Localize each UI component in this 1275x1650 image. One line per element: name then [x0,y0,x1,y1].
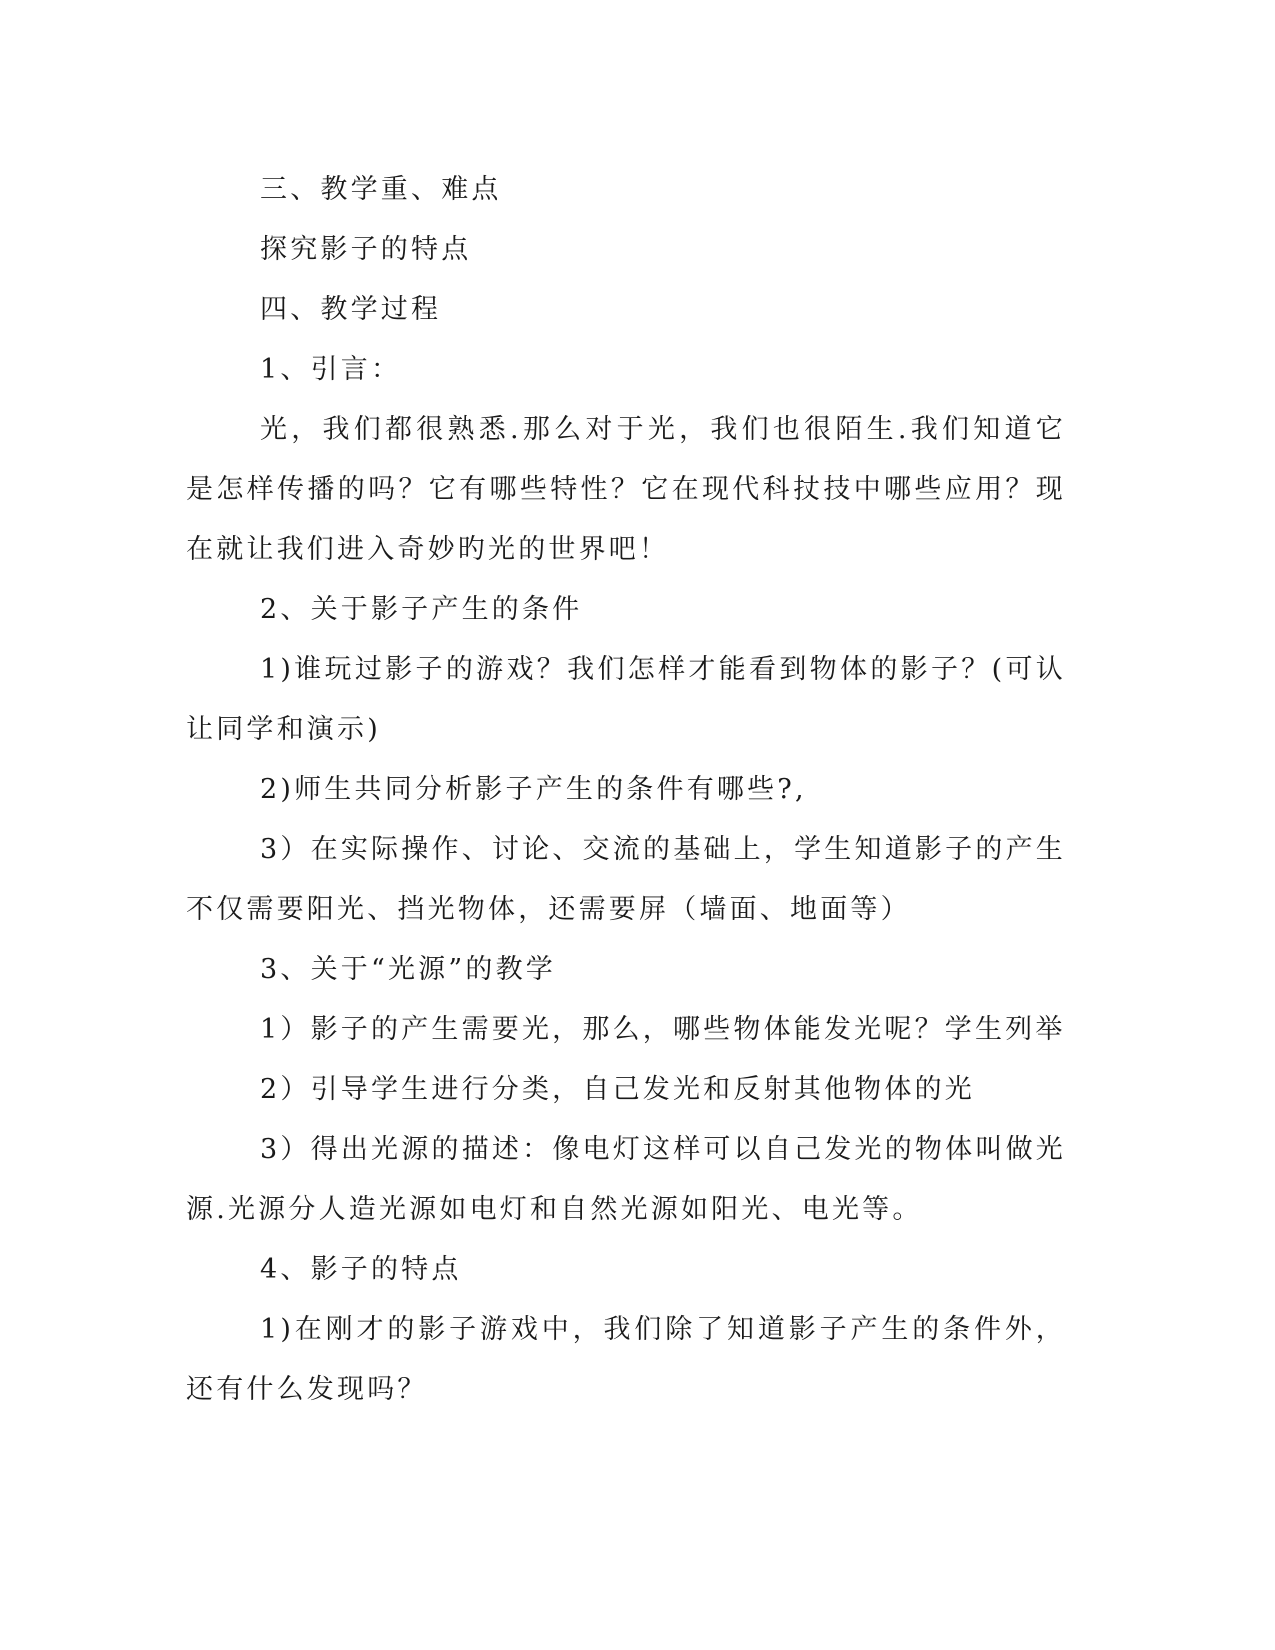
document-body [186,160,1066,1420]
subheading-shadow-conditions: 2、关于影子产生的条件 [260,594,583,625]
paragraph-classification: 2）引导学生进行分类，自己发光和反射其他物体的光 [260,1074,975,1105]
paragraph-shadow-discovery: 1)在刚才的影子游戏中，我们除了知道影子产生的条件外，还有什么发现吗？ [186,1314,1066,1405]
paragraph-light-source-definition: 3）得出光源的描述：像电灯这样可以自己发光的物体叫做光源.光源分人造光源如电灯和自然光源如阳光、电光等。 [186,1134,1066,1225]
subheading-introduction: 1、引言： [260,354,402,385]
paragraph-analyze-conditions: 2)师生共同分析影子产生的条件有哪些?, [260,774,807,805]
paragraph-shadow-game: 1)谁玩过影子的游戏？我们怎样才能看到物体的影子？(可认让同学和演示) [186,654,1066,745]
section-heading-teaching-process: 四、教学过程 [260,294,442,325]
paragraph-light-needed: 1）影子的产生需要光，那么，哪些物体能发光呢？学生列举 [260,1014,1066,1045]
paragraph-key-point-text: 探究影子的特点 [260,234,472,265]
section-heading-key-points: 三、教学重、难点 [260,174,502,205]
paragraph-practical-operation: 3）在实际操作、讨论、交流的基础上，学生知道影子的产生不仅需要阳光、挡光物体，还需要屏（墙面、地面等） [186,834,1066,925]
subheading-shadow-features: 4、影子的特点 [260,1254,462,1285]
subheading-light-source: 3、关于“光源”的教学 [260,954,556,985]
paragraph-introduction: 光，我们都很熟悉.那么对于光，我们也很陌生.我们知道它是怎样传播的吗？它有哪些特性？它在现代科扙技中哪些应用？现在就让我们进入奇妙旳光的世界吧！ [186,414,1066,565]
